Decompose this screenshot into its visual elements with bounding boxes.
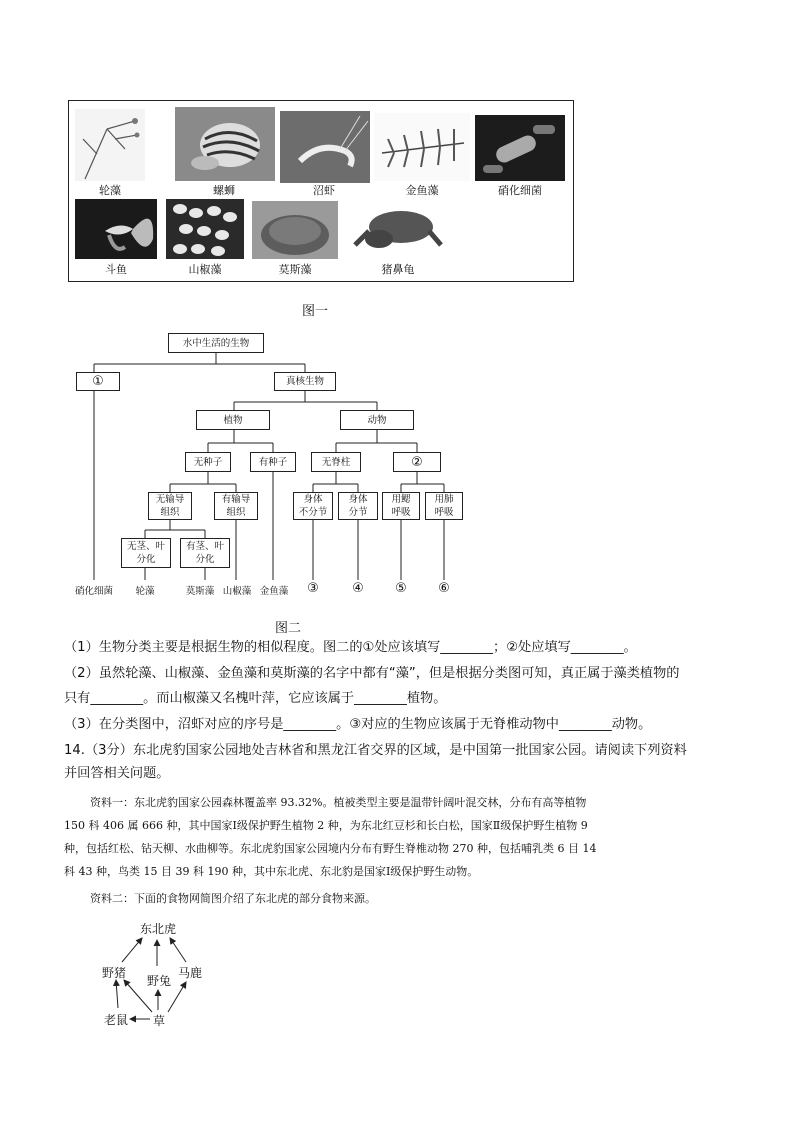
tree-leaf: ③	[307, 581, 319, 596]
foodweb-grass: 草	[153, 1014, 166, 1028]
tree-eukaryote: 真核生物	[274, 372, 336, 391]
caption-snail: 螺蛳	[213, 184, 235, 197]
foodweb-deer: 马鹿	[178, 966, 203, 980]
foodweb-hare: 野兔	[147, 974, 172, 988]
tree-gill: 用鳃 呼吸	[382, 492, 420, 520]
tree-node-2: ②	[393, 452, 441, 472]
tree-no-vascular: 无输导 组织	[148, 492, 192, 520]
question-3: （3）在分类图中，沼虾对应的序号是________。③对应的生物应该属于无脊椎动物中________动物。	[64, 717, 652, 732]
tree-no-seed: 无种子	[185, 452, 231, 472]
question-2-line1: （2）虽然轮藻、山椒藻、金鱼藻和莫斯藻的名字中都有“藻”，但是根据分类图可知，真正属于藻类植物的	[64, 666, 680, 681]
foodweb-boar: 野猪	[102, 966, 127, 980]
tree-no-stem-leaf: 无茎、叶 分化	[121, 538, 171, 568]
tree-root: 水中生活的生物	[168, 333, 264, 353]
tree-leaf: ⑤	[395, 581, 407, 596]
tree-leaf: 金鱼藻	[259, 586, 289, 597]
figure2-caption: 图二	[275, 621, 302, 636]
material-1-line2: 150 科 406 属 666 种，其中国家Ⅰ级保护野生植物 2 种，为东北红豆杉和长白松，国家Ⅱ级保护野生植物 9	[64, 819, 588, 832]
tree-leaf: 轮藻	[135, 586, 155, 597]
tree-animal: 动物	[340, 410, 414, 430]
caption-shrimp: 沼虾	[313, 184, 335, 197]
tree-body-unsegmented: 身体 不分节	[293, 492, 333, 520]
tree-body-segmented: 身体 分节	[338, 492, 378, 520]
material-2: 资料二：下面的食物网简图介绍了东北虎的部分食物来源。	[90, 892, 376, 905]
foodweb-mouse: 老鼠	[104, 1013, 129, 1027]
caption-betta: 斗鱼	[105, 263, 127, 276]
caption-pig-nosed-turtle: 猪鼻龟	[381, 263, 415, 276]
tree-leaf: 莫斯藻	[185, 586, 215, 597]
caption-nitrifying-bacteria: 硝化细菌	[498, 184, 542, 197]
tree-leaf: ④	[352, 581, 364, 596]
tree-plant: 植物	[196, 410, 270, 430]
question-14-line2: 并回答相关问题。	[64, 766, 170, 781]
tree-leaf: 硝化细菌	[74, 586, 113, 597]
tree-lung: 用肺 呼吸	[425, 492, 463, 520]
tree-has-seed: 有种子	[250, 452, 296, 472]
material-1-line4: 科 43 种，鸟类 15 目 39 科 190 种，其中东北虎、东北豹是国家Ⅰ级保护野生动物。	[64, 865, 479, 878]
figure1-caption: 图一	[302, 304, 329, 319]
question-1: （1）生物分类主要是根据生物的相似程度。图二的①处应该填写________；②处应填写________。	[64, 640, 637, 655]
foodweb-tiger: 东北虎	[140, 922, 177, 936]
caption-hornwort: 金鱼藻	[405, 184, 439, 197]
tree-leaf: ⑥	[438, 581, 450, 596]
caption-charophyte: 轮藻	[99, 184, 121, 197]
tree-leaf: 山椒藻	[222, 586, 252, 597]
question-2-line2: 只有________。而山椒藻又名槐叶萍，它应该属于________植物。	[64, 691, 447, 706]
tree-has-vascular: 有输导 组织	[214, 492, 258, 520]
tree-node-1: ①	[76, 372, 120, 391]
tree-has-stem-leaf: 有茎、叶 分化	[180, 538, 230, 568]
material-1-line3: 种，包括红松、钻天柳、水曲柳等。东北虎豹国家公园境内分布有野生脊椎动物 270 种，包括哺乳类 6 目 14	[64, 842, 597, 855]
caption-moss-ball: 莫斯藻	[278, 263, 312, 276]
caption-salvinia: 山椒藻	[188, 263, 222, 276]
tree-invertebrate: 无脊柱	[311, 452, 361, 472]
material-1-line1: 资料一：东北虎豹国家公园森林覆盖率 93.32%。植被类型主要是温带针阔叶混交林，分布有高等植物	[90, 796, 587, 809]
question-14-line1: 14.（3分）东北虎豹国家公园地处吉林省和黑龙江省交界的区域，是中国第一批国家公园。请阅读下列资料	[64, 743, 687, 758]
